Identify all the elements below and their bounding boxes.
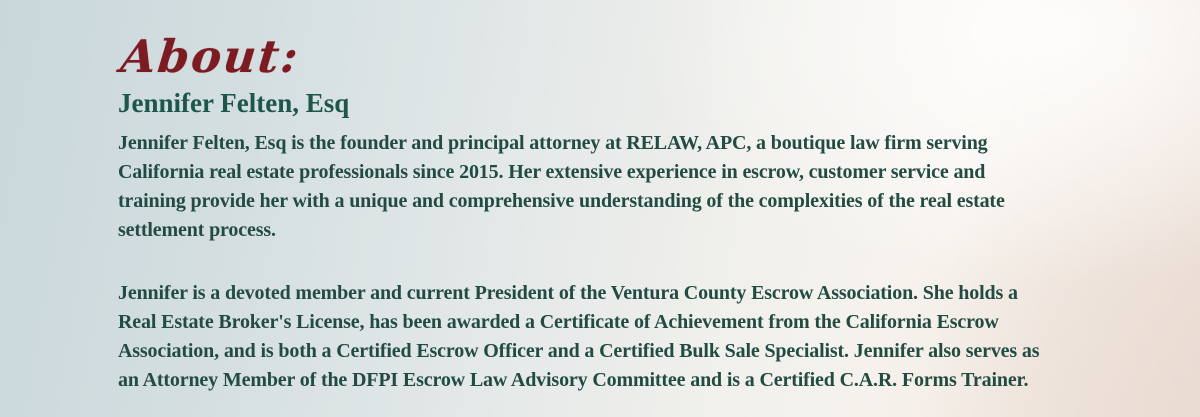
bio-paragraph-1-line-4: settlement process.	[118, 219, 276, 241]
bio-paragraph-1	[118, 129, 1103, 245]
bio-paragraph-1-line-1: Jennifer Felten, Esq is the founder and principal attorney at RELAW, APC, a boutique law firm serving	[118, 132, 988, 154]
bio-paragraph-2-line-3: Association, and is both a Certified Escrow Officer and a Certified Bulk Sale Specialist. Jennifer also serves as	[118, 340, 1040, 362]
paragraph-spacer	[118, 245, 1103, 268]
about-content-block	[118, 28, 1103, 395]
person-name-heading: Jennifer Felten, Esq	[118, 88, 350, 118]
bio-paragraph-2-line-2: Real Estate Broker's License, has been awarded a Certificate of Achievement from the California Escrow	[118, 311, 999, 333]
bio-paragraph-2-line-4: an Attorney Member of the DFPI Escrow Law Advisory Committee and is a Certified C.A.R. Forms Trainer.	[118, 369, 1029, 391]
bio-paragraph-2-line-1: Jennifer is a devoted member and current President of the Ventura County Escrow Association. She holds a	[118, 282, 1018, 304]
bio-paragraph-2	[118, 279, 1103, 395]
bio-paragraph-1-line-3: training provide her with a unique and comprehensive understanding of the complexities of the real estate	[118, 190, 1005, 212]
bio-paragraph-1-line-2: California real estate professionals since 2015. Her extensive experience in escrow, customer service and	[118, 161, 986, 183]
about-script-heading: About:	[118, 30, 303, 83]
